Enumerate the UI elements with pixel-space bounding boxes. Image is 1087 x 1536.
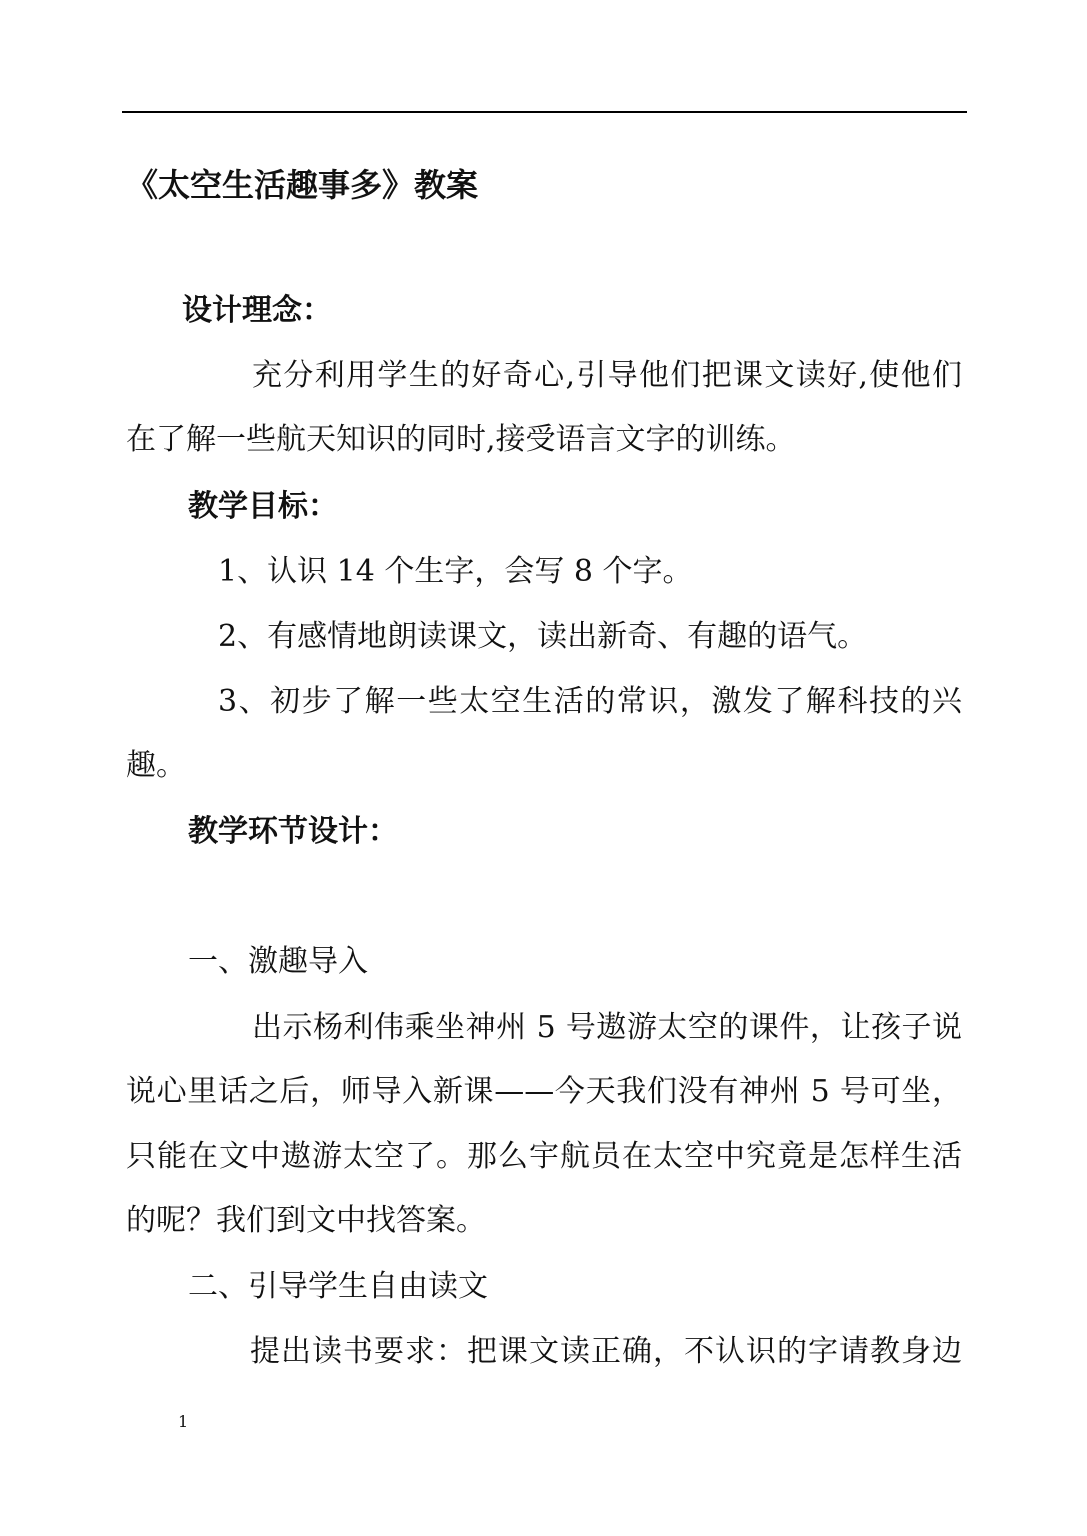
paragraph-line: 的呢？我们到文中找答案。 [126,1203,486,1238]
page-number: 1 [178,1412,189,1431]
goal-item-1: 1、认识 14 个生字，会写 8 个字。 [218,554,693,589]
paragraph-line: 只能在文中遨游太空了。那么宇航员在太空中究竟是怎样生活 [126,1139,962,1174]
paragraph-line: 提出读书要求：把课文读正确，不认识的字请教身边 [250,1334,962,1369]
section-heading-goals: 教学目标： [188,489,338,524]
goal-item-3: 3、初步了解一些太空生活的常识，激发了解科技的兴 [218,684,962,719]
paragraph-line: 充分利用学生的好奇心,引导他们把课文读好,使他们 [252,358,962,393]
paragraph-line: 说心里话之后，师导入新课——今天我们没有神州 5 号可坐， [126,1074,962,1109]
document-title: 《太空生活趣事多》教案 [126,166,479,204]
header-rule [122,111,967,113]
section-heading-design-idea: 设计理念： [182,293,332,328]
paragraph-line: 出示杨利伟乘坐神州 5 号遨游太空的课件，让孩子说 [252,1010,962,1045]
goal-item-2: 2、有感情地朗读课文，读出新奇、有趣的语气。 [218,619,868,654]
step-heading-1: 一、激趣导入 [188,944,368,979]
step-heading-2: 二、引导学生自由读文 [188,1269,488,1304]
paragraph-line: 在了解一些航天知识的同时,接受语言文字的训练。 [126,422,796,457]
paragraph-line: 趣。 [126,748,186,783]
section-heading-process: 教学环节设计： [188,814,398,849]
